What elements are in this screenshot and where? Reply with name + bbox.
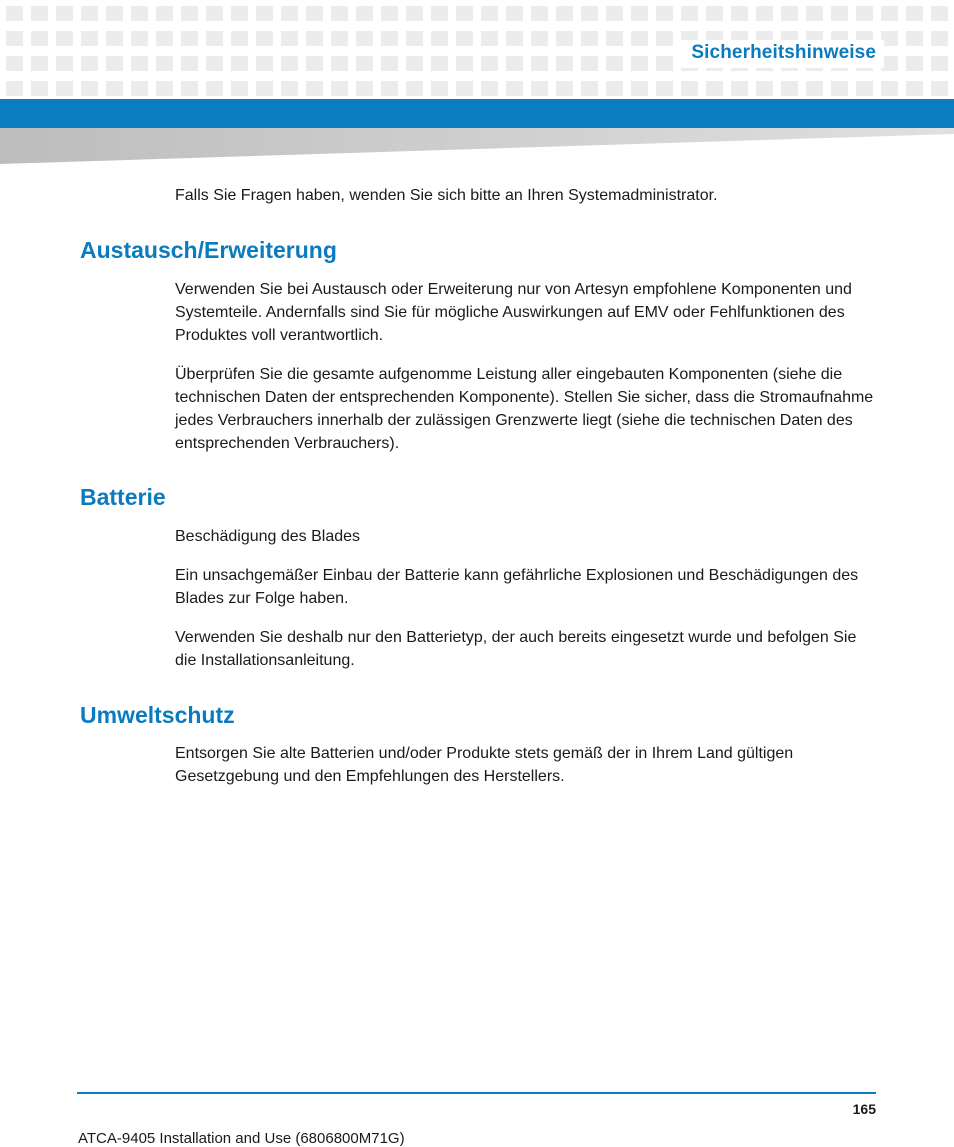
header-pattern-cell <box>556 81 573 96</box>
header-pattern-cell <box>256 6 273 21</box>
header-pattern-cell <box>6 6 23 21</box>
header-pattern-cell <box>506 81 523 96</box>
header-gray-wedge <box>0 128 954 164</box>
header-pattern-cell <box>306 6 323 21</box>
header-pattern-cell <box>331 81 348 96</box>
header-pattern-cell <box>356 31 373 46</box>
header-pattern-cell <box>381 56 398 71</box>
header-pattern-cell <box>581 81 598 96</box>
header-pattern-cell <box>431 56 448 71</box>
heading-batterie: Batterie <box>80 484 166 510</box>
header-pattern-cell <box>806 81 823 96</box>
header-pattern-cell <box>681 81 698 96</box>
header-pattern-cell <box>481 6 498 21</box>
header-pattern-cell <box>131 31 148 46</box>
umweltschutz-paragraph: Entsorgen Sie alte Batterien und/oder Produkte stets gemäß der in Ihrem Land gültigen Gesetzgebung und den Empfehlungen des Herstellers. <box>175 745 794 785</box>
header-pattern-cell <box>506 6 523 21</box>
header-pattern-cell <box>231 81 248 96</box>
header-pattern-cell <box>931 81 948 96</box>
header-pattern-cell <box>706 81 723 96</box>
header-pattern-cell <box>131 56 148 71</box>
header-pattern-cell <box>531 81 548 96</box>
header-pattern-cell <box>606 56 623 71</box>
header-pattern-cell <box>81 31 98 46</box>
header-pattern-cell <box>631 6 648 21</box>
header-pattern-cell <box>931 6 948 21</box>
header-pattern-cell <box>106 56 123 71</box>
header-pattern-cell <box>481 56 498 71</box>
header-pattern-cell <box>356 81 373 96</box>
header-blue-band <box>0 99 954 128</box>
austausch-paragraph-2: Überprüfen Sie die gesamte aufgenomme Leistung aller eingebauten Komponenten (siehe die technischen Daten der entsprechenden Komponente). Stellen Sie sicher, dass die Stromaufnahme jedes Verbrauchers innerhalb der zulässigen Grenzwerte liegt (siehe die technischen Daten des entsprechenden Verbrauchers). <box>175 366 874 452</box>
header-pattern-cell <box>656 81 673 96</box>
header-pattern-cell <box>56 31 73 46</box>
header-pattern-cell <box>731 81 748 96</box>
header-pattern-cell <box>206 6 223 21</box>
header-pattern-cell <box>406 81 423 96</box>
header-pattern-cell <box>81 81 98 96</box>
header-pattern-cell <box>581 31 598 46</box>
header-pattern-cell <box>31 6 48 21</box>
header-pattern-cell <box>281 6 298 21</box>
header-pattern-cell <box>256 56 273 71</box>
running-header <box>681 40 884 68</box>
header-pattern-cell <box>281 56 298 71</box>
header-pattern-cell <box>856 6 873 21</box>
header-pattern-cell <box>531 31 548 46</box>
header-pattern-cell <box>456 6 473 21</box>
header-pattern-cell <box>456 31 473 46</box>
header-pattern-cell <box>181 81 198 96</box>
header-pattern-cell <box>281 31 298 46</box>
footer-rule <box>77 1092 876 1094</box>
header-pattern-cell <box>381 31 398 46</box>
header-pattern-cell <box>306 31 323 46</box>
header-pattern-cell <box>406 6 423 21</box>
header-pattern-cell <box>481 31 498 46</box>
header-pattern-cell <box>156 6 173 21</box>
header-pattern-cell <box>181 56 198 71</box>
header-pattern-cell <box>281 81 298 96</box>
header-pattern-cell <box>831 81 848 96</box>
header-pattern-cell <box>231 56 248 71</box>
header-pattern-cell <box>906 56 923 71</box>
header-pattern-cell <box>906 31 923 46</box>
header-pattern-cell <box>631 81 648 96</box>
header-pattern-cell <box>706 6 723 21</box>
header-pattern-cell <box>481 81 498 96</box>
header-pattern-cell <box>381 6 398 21</box>
header-pattern-cell <box>531 56 548 71</box>
header-pattern-cell <box>556 31 573 46</box>
header-pattern-cell <box>31 81 48 96</box>
header-pattern-cell <box>31 56 48 71</box>
header-pattern-cell <box>156 31 173 46</box>
header-pattern-cell <box>406 31 423 46</box>
header-pattern-cell <box>106 6 123 21</box>
austausch-paragraph-1: Verwenden Sie bei Austausch oder Erweiterung nur von Artesyn empfohlene Komponenten und Systemteile. Andernfalls sind Sie für mögliche Auswirkungen auf EMV oder Fehlfunktionen des Produktes voll verantwortlich. <box>175 281 852 344</box>
header-pattern-cell <box>781 81 798 96</box>
header-pattern-cell <box>56 81 73 96</box>
header-pattern-cell <box>731 6 748 21</box>
header-pattern-cell <box>606 31 623 46</box>
header-pattern-cell <box>506 56 523 71</box>
header-pattern-cell <box>6 31 23 46</box>
header-pattern-cell <box>431 81 448 96</box>
header-pattern-cell <box>131 6 148 21</box>
header-pattern-cell <box>756 6 773 21</box>
header-pattern-cell <box>381 81 398 96</box>
header-pattern-cell <box>456 56 473 71</box>
header-pattern-cell <box>431 31 448 46</box>
header-pattern-cell <box>206 31 223 46</box>
header-pattern-cell <box>56 56 73 71</box>
header-pattern-cell <box>406 56 423 71</box>
header-pattern-cell <box>106 81 123 96</box>
header-pattern-cell <box>106 31 123 46</box>
header-pattern-cell <box>331 6 348 21</box>
header-pattern-cell <box>581 6 598 21</box>
header-pattern-cell <box>631 31 648 46</box>
header-pattern-cell <box>206 56 223 71</box>
header-pattern-cell <box>931 31 948 46</box>
header-pattern-cell <box>256 31 273 46</box>
header-pattern-cell <box>606 81 623 96</box>
header-pattern-cell <box>806 6 823 21</box>
header-pattern-cell <box>81 56 98 71</box>
header-pattern-cell <box>906 81 923 96</box>
header-pattern-cell <box>831 6 848 21</box>
header-pattern-cell <box>656 56 673 71</box>
footer-document-title: ATCA-9405 Installation and Use (6806800M71G) <box>78 1130 405 1147</box>
batterie-paragraph-1: Ein unsachgemäßer Einbau der Batterie kann gefährliche Explosionen und Beschädigungen des Blades zur Folge haben. <box>175 567 859 607</box>
header-pattern-cell <box>331 31 348 46</box>
header-pattern-cell <box>181 6 198 21</box>
batterie-paragraph-2: Verwenden Sie deshalb nur den Batterietyp, der auch bereits eingesetzt wurde und befolgen Sie die Installationsanleitung. <box>175 629 857 669</box>
header-pattern-cell <box>531 6 548 21</box>
header-pattern-cell <box>606 6 623 21</box>
header-pattern-cell <box>856 81 873 96</box>
header-pattern-cell <box>556 6 573 21</box>
header-pattern-cell <box>156 81 173 96</box>
section-title: Sicherheitshinweise <box>691 42 876 63</box>
header-pattern-cell <box>581 56 598 71</box>
header-pattern-cell <box>156 56 173 71</box>
header-pattern-cell <box>131 81 148 96</box>
intro-paragraph: Falls Sie Fragen haben, wenden Sie sich bitte an Ihren Systemadministrator. <box>175 187 718 204</box>
header-pattern-cell <box>656 6 673 21</box>
header-pattern-cell <box>556 56 573 71</box>
header-pattern-cell <box>356 6 373 21</box>
header-pattern-cell <box>431 6 448 21</box>
heading-umweltschutz: Umweltschutz <box>80 702 235 728</box>
header-pattern-cell <box>656 31 673 46</box>
header-pattern-cell <box>881 6 898 21</box>
batterie-warning-title: Beschädigung des Blades <box>175 528 361 545</box>
header-pattern-cell <box>231 31 248 46</box>
header-pattern-cell <box>31 31 48 46</box>
header-pattern-cell <box>881 81 898 96</box>
header-pattern-cell <box>681 6 698 21</box>
header-pattern-cell <box>456 81 473 96</box>
header-pattern-cell <box>81 6 98 21</box>
header-pattern-cell <box>56 6 73 21</box>
header-pattern-cell <box>181 31 198 46</box>
heading-austausch-erweiterung: Austausch/Erweiterung <box>80 237 337 263</box>
header-pattern-cell <box>6 56 23 71</box>
header-pattern-cell <box>231 6 248 21</box>
header-pattern-cell <box>931 56 948 71</box>
header-pattern-cell <box>631 56 648 71</box>
header-pattern-cell <box>331 56 348 71</box>
header-pattern-cell <box>781 6 798 21</box>
header-pattern-cell <box>206 81 223 96</box>
header-pattern-cell <box>756 81 773 96</box>
header-pattern-cell <box>256 81 273 96</box>
header-pattern-cell <box>306 56 323 71</box>
page-number: 165 <box>852 1101 876 1117</box>
header-pattern-cell <box>306 81 323 96</box>
header-pattern-cell <box>506 31 523 46</box>
header-pattern-cell <box>356 56 373 71</box>
header-pattern-cell <box>906 6 923 21</box>
header-pattern-cell <box>6 81 23 96</box>
